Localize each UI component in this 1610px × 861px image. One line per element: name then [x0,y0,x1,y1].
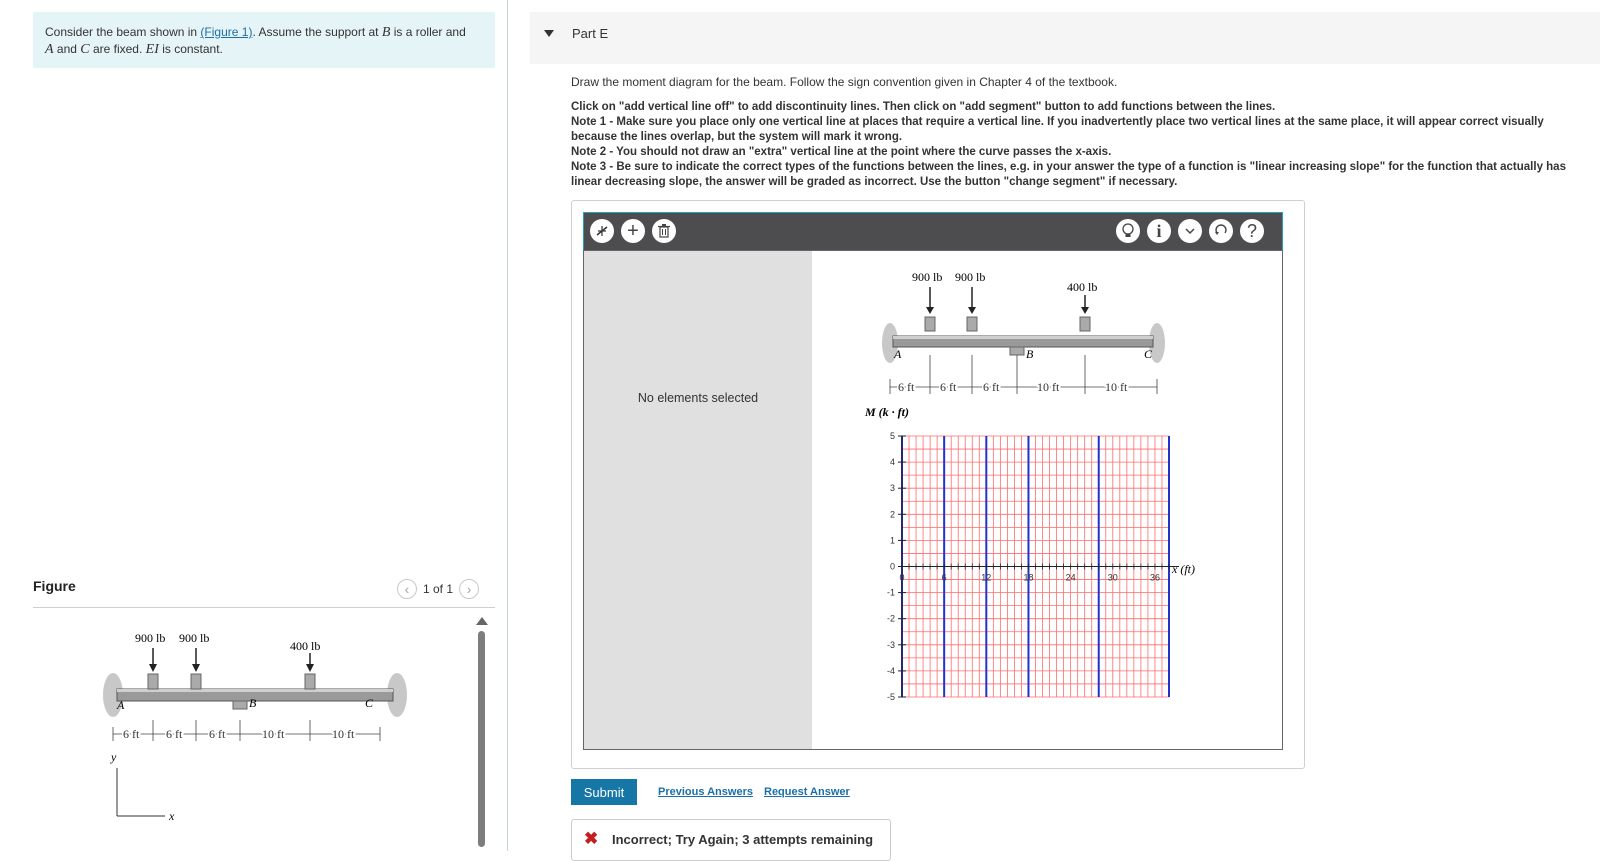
part-instruction: Draw the moment diagram for the beam. Follow the sign convention given in Chapter 4 of the textbook. [571,75,1118,89]
var-b: B [381,25,391,40]
span-label-2: 6 ft [166,727,183,741]
drawing-toolbar [583,212,1283,251]
problem-text-5: are fixed. [89,42,146,56]
figure-scrollbar[interactable] [475,617,487,847]
help-button[interactable] [1240,219,1264,243]
feedback-box [571,819,891,861]
info-button[interactable] [1147,219,1171,243]
figure-link[interactable]: (Figure 1) [200,25,253,39]
load-label-3: 400 lb [290,639,321,653]
x-tick-label: 36 [1149,572,1160,583]
plot-load-label-3: 400 lb [1067,280,1098,294]
hint-button[interactable] [1116,219,1140,243]
part-notes [571,100,1571,190]
figure-pager [397,578,479,600]
part-title: Part E [572,26,609,41]
y-tick-label: -2 [886,613,895,624]
roller-b [233,701,247,709]
drawing-canvas[interactable] [583,250,1283,750]
load-arrow-2 [191,648,201,689]
help-icon: ? [1246,220,1257,241]
plot-support-label-a: A [894,347,902,361]
column-divider [507,0,508,851]
plot-span-label-3: 6 ft [983,380,1000,394]
no-selection-text: No elements selected [637,391,759,405]
reset-button[interactable] [1209,219,1233,243]
delete-button[interactable] [652,219,676,243]
y-tick-label: 0 [889,561,895,572]
y-tick-label: 3 [889,483,895,494]
feedback-text: Incorrect; Try Again; 3 attempts remaining [612,832,874,847]
problem-text-4: and [53,42,81,56]
note-3: Note 3 - Be sure to indicate the correct types of the functions between the lines, e.g. in your answer the type of a function is "linear increasing slope" for the function that actually has linear decreasing slope, the answer will be graded as incorrect. Use the button "change segment" if necessary. [571,161,1566,188]
properties-panel [584,251,812,749]
figure-x-label: x [169,809,175,823]
y-axis-title: M (k · ft) [865,405,909,419]
y-tick-label: 1 [889,535,895,546]
add-vertical-line-icon [595,224,609,238]
x-tick-label: 0 [899,572,905,583]
trash-icon [658,224,670,238]
problem-text-3: is a roller and [390,25,466,39]
note-0: Click on "add vertical line off" to add discontinuity lines. Then click on "add segment" button to add functions between the lines. [571,101,1276,113]
left-column [0,0,500,851]
x-tick-label: 30 [1107,572,1118,583]
support-label-c: C [365,696,374,710]
reset-icon [1214,224,1228,238]
figure-page-count: 1 of 1 [423,582,454,596]
plot-load-label-1: 900 lb [912,270,943,284]
more-options-button[interactable] [1178,219,1202,243]
request-answer-link[interactable]: Request Answer [764,786,850,798]
moment-diagram-plot[interactable] [812,251,1280,749]
var-ei: EI [145,42,159,57]
chevron-down-icon [1185,227,1195,235]
plot-support-label-b: B [1026,347,1034,361]
problem-text-1: Consider the beam shown in [45,25,201,39]
span-label-1: 6 ft [123,727,140,741]
y-tick-label: 4 [889,457,895,468]
add-vertical-line-button[interactable] [590,219,614,243]
figure-y-label: y [111,750,117,764]
plot-span-label-5: 10 ft [1105,380,1128,394]
y-tick-label: -5 [886,692,895,702]
figure-divider [33,607,495,608]
incorrect-icon: ✖ [584,829,599,848]
add-segment-button[interactable] [621,219,645,243]
problem-text-2: . Assume the support at [252,25,382,39]
plot-span-label-2: 6 ft [940,380,957,394]
y-tick-label: 5 [889,431,895,441]
x-axis-title: x (ft) [1172,562,1195,576]
y-tick-label: -3 [886,639,895,650]
next-figure-button[interactable] [459,579,479,599]
support-label-b: B [249,696,257,710]
problem-text-6: is constant. [158,42,223,56]
note-1: Note 1 - Make sure you place only one vertical line at places that require a vertical line. If you inadvertently place two vertical lines at the same place, it will appear correct visually because the lines overlap, but the system will mark it wrong. [571,116,1544,143]
plot-span-label-1: 6 ft [898,380,915,394]
hint-bulb-icon [1121,223,1135,239]
plot-axes [887,431,1179,702]
problem-statement-box [33,12,495,68]
span-label-5: 10 ft [332,727,355,741]
y-tick-label: -1 [886,587,895,598]
collapse-caret-icon[interactable] [544,30,554,37]
note-2: Note 2 - You should not draw an "extra" vertical line at the point where the curve passes the x-axis. [571,146,1112,158]
load-label-1: 900 lb [135,631,166,645]
load-arrow-3 [305,653,315,689]
scroll-thumb[interactable] [478,631,485,847]
x-tick-label: 24 [1065,572,1076,583]
x-tick-label: 12 [981,572,992,583]
load-label-2: 900 lb [179,631,210,645]
prev-figure-button[interactable] [397,579,417,599]
span-label-4: 10 ft [262,727,285,741]
problem-statement [45,24,485,58]
scroll-up-arrow-icon[interactable] [476,617,488,625]
part-header[interactable] [530,12,1600,64]
plot-load-label-2: 900 lb [955,270,986,284]
y-tick-label: -4 [886,665,895,676]
x-tick-label: 18 [1023,572,1034,583]
figure-heading: Figure [33,578,76,594]
plot-span-label-4: 10 ft [1037,380,1060,394]
plot-beam-illustration [882,287,1165,394]
chevron-left-icon: ‹ [404,581,410,597]
span-label-3: 6 ft [209,727,226,741]
support-label-a: A [117,698,125,712]
submit-button[interactable]: Submit [571,779,637,805]
beam-figure [95,628,415,853]
var-a: A [45,42,54,57]
add-segment-icon: + [627,220,639,242]
y-tick-label: 2 [889,509,895,520]
var-c: C [80,42,90,57]
previous-answers-link[interactable]: Previous Answers [658,786,753,798]
plot-support-label-c: C [1144,347,1153,361]
load-arrow-1 [148,648,158,689]
x-tick-label: 6 [941,572,947,583]
info-icon: i [1156,220,1162,241]
chevron-right-icon: › [466,581,472,597]
